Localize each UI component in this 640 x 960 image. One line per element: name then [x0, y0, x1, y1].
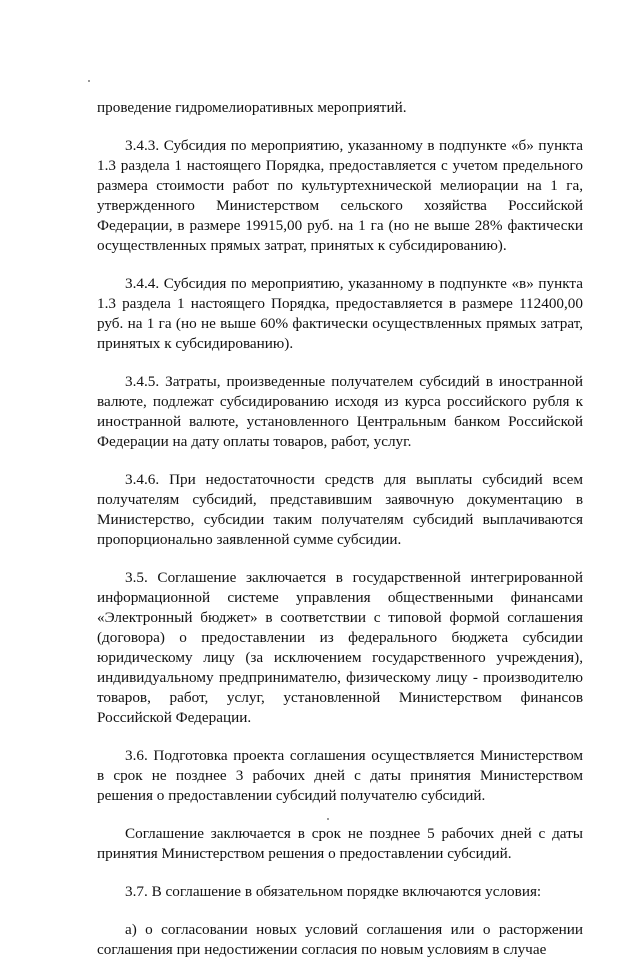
- paragraph-3-4-5: 3.4.5. Затраты, произведенные получателем субсидий в иностранной валюте, подлежат субсидированию исходя из курса российского рубля к иностранной валюте, установленного Центральным банком Российской Федерации на дату оплаты товаров, работ, услуг.: [97, 373, 583, 450]
- paragraph-continuation: проведение гидромелиоративных мероприятий.: [97, 99, 407, 116]
- scan-speck: [88, 80, 90, 82]
- paragraph-3-4-6: 3.4.6. При недостаточности средств для выплаты субсидий всем получателям субсидий, представившим заявочную документацию в Министерство, субсидии таким получателям субсидий выплачиваются пропорционально заявленной сумме субсидии.: [97, 471, 583, 548]
- paragraph-3-4-4: 3.4.4. Субсидия по мероприятию, указанному в подпункте «в» пункта 1.3 раздела 1 настоящего Порядка, предоставляется в размере 112400,00 руб. на 1 га (но не выше 60% фактически осуществленных прямых затрат, принятых к субсидированию).: [97, 275, 583, 352]
- paragraph-3-7: 3.7. В соглашение в обязательном порядке включаются условия:: [125, 883, 542, 900]
- paragraph-3-4-3: 3.4.3. Субсидия по мероприятию, указанному в подпункте «б» пункта 1.3 раздела 1 настоящего Порядка, предоставляется с учетом предельного размера стоимости работ по культуртехнической мелиорации на 1 га, утвержденного Министерством сельского хозяйства Российской Федерации, в размере 19915,00 руб. на 1 га (но не выше 28% фактически осуществленных прямых затрат, принятых к субсидированию).: [97, 137, 583, 254]
- paragraph-agreement-term: Соглашение заключается в срок не позднее 5 рабочих дней с даты принятия Министерством решения о предоставлении субсидий.: [97, 825, 583, 862]
- document-body: [97, 98, 583, 960]
- paragraph-3-6: 3.6. Подготовка проекта соглашения осуществляется Министерством в срок не позднее 3 рабочих дней с даты принятия Министерством решения о предоставлении субсидий получателю субсидий.: [97, 747, 583, 804]
- paragraph-3-7-a: а) о согласовании новых условий соглашения или о расторжении соглашения при недостижении согласия по новым условиям в случае: [97, 921, 583, 958]
- paragraph-3-5: 3.5. Соглашение заключается в государственной интегрированной информационной системе управления общественными финансами «Электронный бюджет» в соответствии с типовой формой соглашения (договора) о предоставлении из федерального бюджета субсидии юридическому лицу (за исключением государственного учреждения), индивидуальному предпринимателю, физическому лицу - производителю товаров, работ, услуг, установленной Министерством финансов Российской Федерации.: [97, 569, 583, 726]
